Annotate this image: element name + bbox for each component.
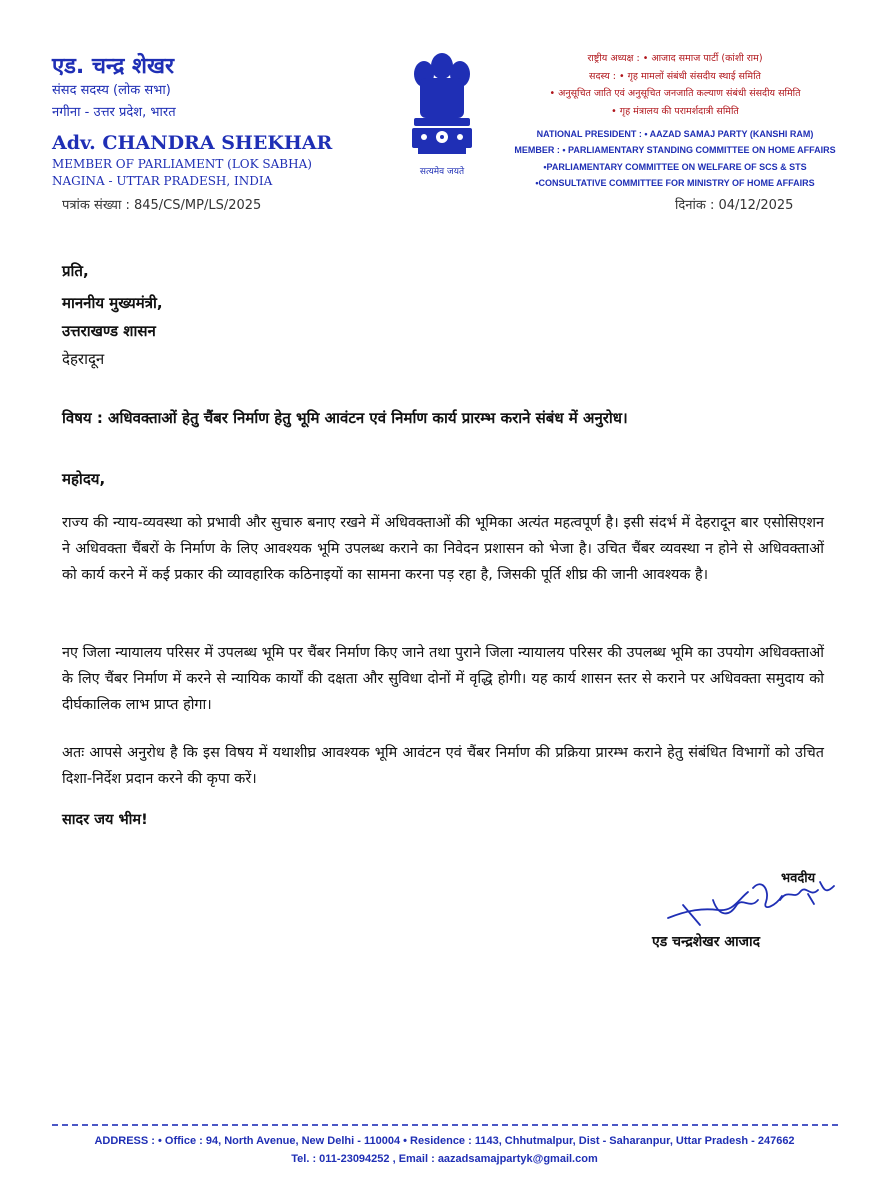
- body-paragraph-1: राज्य की न्याय-व्यवस्था को प्रभावी और सुचारु बनाए रखने में अधिवक्ताओं की भूमिका अत्यंत महत्वपूर्ण है। इसी संदर्भ में देहरादून बार एसोसिएशन ने अधिवक्ता चैंबरों के निर्माण के लिए आवश्यक भूमि उपलब्ध कराने का निवेदन प्रशासन को भेजा है। उचित चैंबर व्यवस्था न होने से अधिवक्ताओं को कार्य करने में कई प्रकार की व्यावहारिक कठिनाइयों का सामना करना पड़ रहा है, जिसकी पूर्ति शीघ्र की जानी आवश्यक है।: [62, 515, 824, 583]
- ashoka-emblem-icon: [402, 44, 482, 164]
- closing-greeting: सादर जय भीम!: [62, 812, 148, 828]
- body-paragraph-3: अतः आपसे अनुरोध है कि इस विषय में यथाशीघ्र आवश्यक भूमि आवंटन एवं चैंबर निर्माण की प्रक्रिया प्रारम्भ कराने हेतु संबंधित विभागों को उचित दिशा-निर्देश प्रदान करने की कृपा करें।: [62, 745, 824, 787]
- recipient-line-3: उत्तराखण्ड शासन: [62, 322, 156, 340]
- sender-name-english: Adv. CHANDRA SHEKHAR: [52, 132, 333, 154]
- handwritten-signature: [658, 870, 838, 930]
- recipient-line-1: प्रति,: [62, 262, 89, 280]
- signatory-name: एड चन्द्रशेखर आजाद: [652, 934, 761, 950]
- sender-place-english: NAGINA - UTTAR PRADESH, INDIA: [52, 174, 273, 188]
- role-hindi-1: राष्ट्रीय अध्यक्ष : • आजाद समाज पार्टी (कांशी राम): [587, 53, 763, 64]
- role-english-4: •CONSULTATIVE COMMITTEE FOR MINISTRY OF HOME AFFAIRS: [535, 178, 815, 188]
- reference-number: पत्रांक संख्या : 845/CS/MP/LS/2025: [62, 198, 262, 213]
- sender-title-english: MEMBER OF PARLIAMENT (LOK SABHA): [52, 157, 312, 171]
- letter-date: दिनांक : 04/12/2025: [675, 198, 794, 213]
- role-english-3: •PARLIAMENTARY COMMITTEE ON WELFARE OF SCS & STS: [543, 162, 807, 172]
- role-english-2: MEMBER : • PARLIAMENTARY STANDING COMMITTEE ON HOME AFFAIRS: [514, 145, 836, 155]
- footer-divider: [52, 1124, 838, 1126]
- sender-name-hindi: एड. चन्द्र शेखर: [52, 54, 175, 79]
- recipient-line-2: माननीय मुख्यमंत्री,: [62, 294, 163, 312]
- footer-contact: Tel. : 011-23094252 , Email : aazadsamajpartyk@gmail.com: [291, 1153, 598, 1165]
- role-hindi-3: • अनुसूचित जाति एवं अनुसूचित जनजाति कल्याण संबंधी संसदीय समिति: [549, 88, 801, 99]
- body-paragraph-2: नए जिला न्यायालय परिसर में उपलब्ध भूमि पर चैंबर निर्माण किए जाने तथा पुराने जिला न्यायालय परिसर की उपलब्ध भूमि का उपयोग अधिवक्ताओं के लिए चैंबर निर्माण में करने से न्यायिक कार्यों की दक्षता और सुविधा दोनों में वृद्धि होगी। यह कार्य शासन स्तर से कराने पर अधिवक्ता समुदाय को दीर्घकालिक लाभ प्राप्त होगा।: [62, 645, 824, 713]
- letter-subject: विषय : अधिवक्ताओं हेतु चैंबर निर्माण हेतु भूमि आवंटन एवं निर्माण कार्य प्रारम्भ कराने संबंध में अनुरोध।: [62, 409, 628, 427]
- footer-address: ADDRESS : • Office : 94, North Avenue, New Delhi - 110004 • Residence : 1143, Chhutmalpur, Dist - Saharanpur, Uttar Pradesh - 247662: [94, 1135, 795, 1147]
- role-hindi-4: • गृह मंत्रालय की परामर्शदात्री समिति: [611, 106, 739, 117]
- sender-place-hindi: नगीना - उत्तर प्रदेश, भारत: [52, 105, 176, 120]
- sender-title-hindi: संसद सदस्य (लोक सभा): [52, 83, 171, 98]
- salutation: महोदय,: [62, 470, 106, 488]
- recipient-line-4: देहरादून: [62, 350, 105, 368]
- emblem-motto: सत्यमेव जयते: [419, 167, 465, 177]
- role-hindi-2: सदस्य : • गृह मामलों संबंधी संसदीय स्थाई समिति: [589, 71, 761, 82]
- yours-faithfully: भवदीय: [781, 871, 816, 886]
- role-english-1: NATIONAL PRESIDENT : • AAZAD SAMAJ PARTY (KANSHI RAM): [536, 129, 814, 139]
